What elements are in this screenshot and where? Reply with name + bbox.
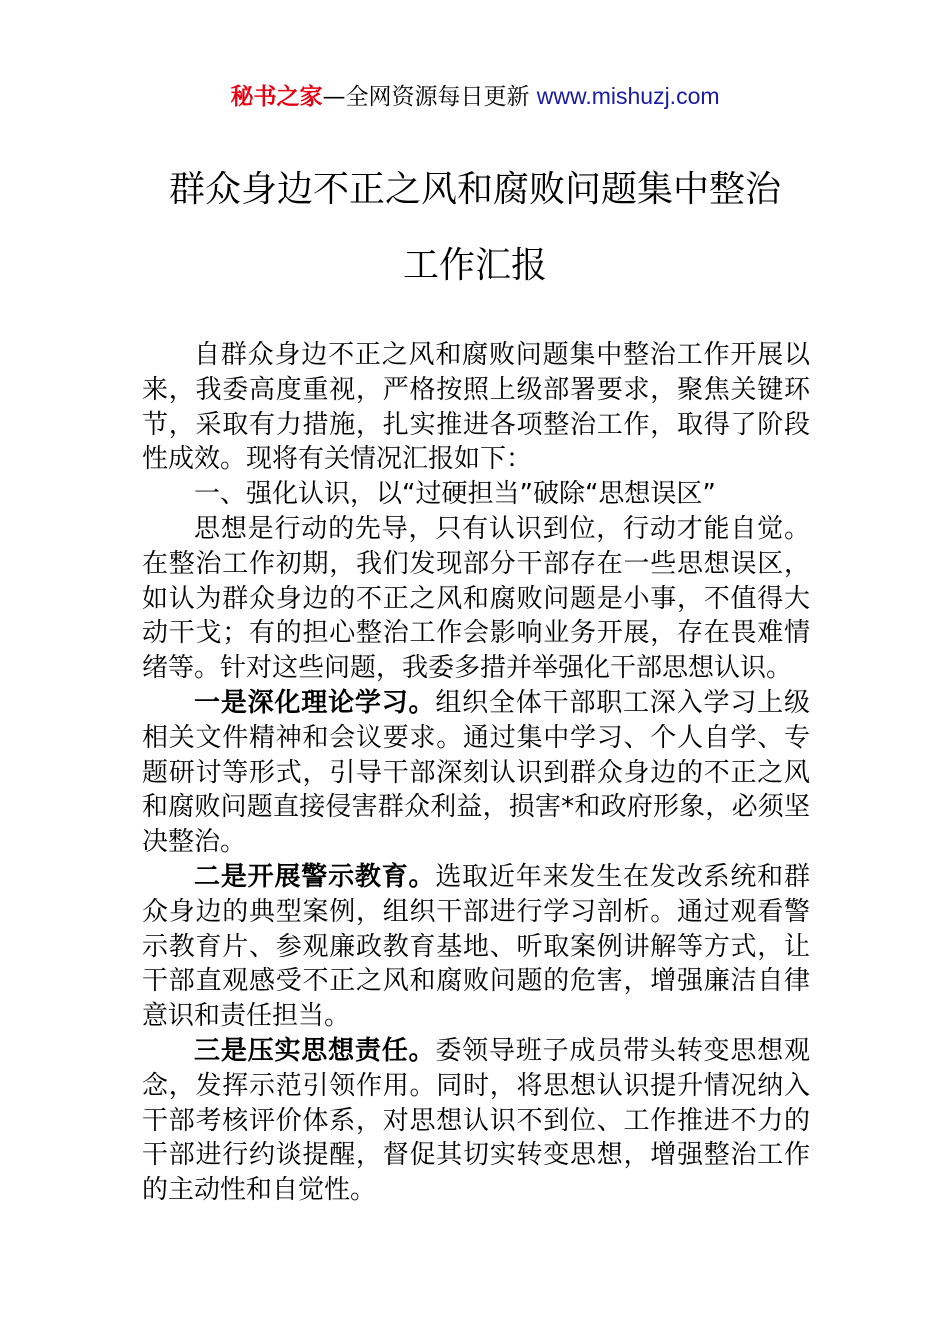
site-name: 秘书之家 bbox=[230, 84, 323, 110]
item-3-paragraph bbox=[142, 1034, 810, 1208]
item-2-text: 选取近年来发生在发改系统和群众身边的典型案例，组织干部进行学习剖析。通过观看警示教育片、参观廉政教育基地、听取案例讲解等方式，让干部直观感受不正之风和腐败问题的危害，增强廉洁自律意识和责任担当。 bbox=[142, 861, 810, 1032]
section-1-heading: 一、强化认识，以“过硬担当”破除“思想误区” bbox=[194, 479, 716, 510]
item-1-paragraph bbox=[142, 686, 810, 860]
section-1-paragraph: 思想是行动的先导，只有认识到位，行动才能自觉。在整治工作初期，我们发现部分干部存在一些思想误区，如认为群众身边的不正之风和腐败问题是小事，不值得大动干戈；有的担心整治工作会影响业务开展，存在畏难情绪等。针对这些问题，我委多措并举强化干部思想认识。 bbox=[142, 513, 810, 684]
title-line-1: 群众身边不正之风和腐败问题集中整治 bbox=[168, 169, 781, 210]
site-url-link[interactable]: www.mishuzj.com bbox=[536, 83, 720, 109]
item-3-text: 委领导班子成员带头转变思想观念，发挥示范引领作用。同时，将思想认识提升情况纳入干部考核评价体系，对思想认识不到位、工作推进不力的干部进行约谈提醒，督促其切实转变思想，增强整治工作的主动性和自觉性。 bbox=[142, 1035, 810, 1206]
item-1-text: 组织全体干部职工深入学习上级相关文件精神和会议要求。通过集中学习、个人自学、专题研讨等形式，引导干部深刻认识到群众身边的不正之风和腐败问题直接侵害群众利益，损害*和政府形象，必须坚决整治。 bbox=[142, 687, 810, 858]
site-tagline: —全网资源每日更新 bbox=[322, 84, 537, 110]
item-3-lead: 三是压实思想责任。 bbox=[194, 1035, 436, 1066]
document-body bbox=[142, 338, 810, 1208]
intro-paragraph: 自群众身边不正之风和腐败问题集中整治工作开展以来，我委高度重视，严格按照上级部署要求，聚焦关键环节，采取有力措施，扎实推进各项整治工作，取得了阶段性成效。现将有关情况汇报如下： bbox=[142, 340, 810, 475]
item-2-lead: 二是开展警示教育。 bbox=[194, 861, 436, 892]
item-2-paragraph bbox=[142, 860, 810, 1034]
title-line-2: 工作汇报 bbox=[402, 245, 547, 286]
document-title bbox=[90, 152, 860, 304]
header-banner bbox=[0, 82, 950, 111]
item-1-lead: 一是深化理论学习。 bbox=[194, 687, 436, 718]
